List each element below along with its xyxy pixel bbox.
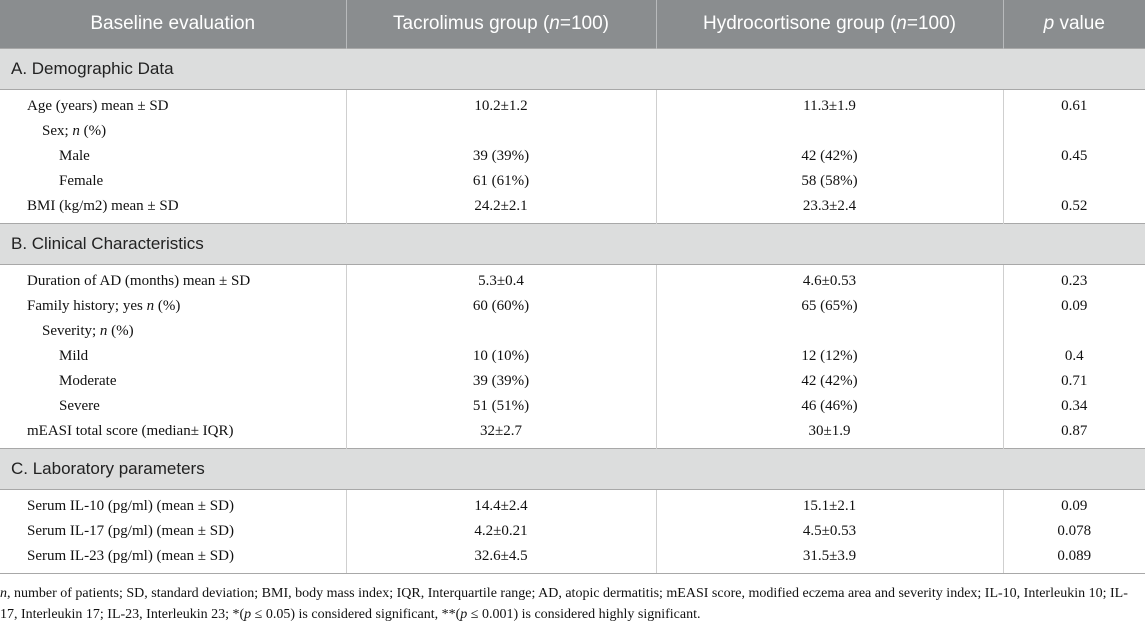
section-demographic: A. Demographic Data	[0, 49, 1145, 90]
header-row	[0, 0, 1145, 49]
table-row-age: Age (years) mean ± SD 10.2±1.2 11.3±1.9 0.61	[0, 90, 1145, 120]
table-row-mild: Mild 10 (10%) 12 (12%) 0.4	[0, 344, 1145, 369]
section-clinical: B. Clinical Characteristics	[0, 224, 1145, 265]
table-row-il10: Serum IL-10 (pg/ml) (mean ± SD) 14.4±2.4 15.1±2.1 0.09	[0, 490, 1145, 520]
table-row-moderate: Moderate 39 (39%) 42 (42%) 0.71	[0, 369, 1145, 394]
table-row-severity: Severity; n (%)	[0, 319, 1145, 344]
table-row-severe: Severe 51 (51%) 46 (46%) 0.34	[0, 394, 1145, 419]
section-laboratory: C. Laboratory parameters	[0, 449, 1145, 490]
table-row-male: Male 39 (39%) 42 (42%) 0.45	[0, 144, 1145, 169]
table-row-measi: mEASI total score (median± IQR) 32±2.7 30±1.9 0.87	[0, 419, 1145, 449]
table-row-family-history: Family history; yes n (%) 60 (60%) 65 (65%) 0.09	[0, 294, 1145, 319]
header-tacrolimus-group: Tacrolimus group (n=100)	[346, 0, 656, 49]
header-p-value: p value	[1003, 0, 1145, 49]
table-row-duration: Duration of AD (months) mean ± SD 5.3±0.4 4.6±0.53 0.23	[0, 265, 1145, 295]
table-row-il23: Serum IL-23 (pg/ml) (mean ± SD) 32.6±4.5 31.5±3.9 0.089	[0, 544, 1145, 574]
header-hydrocortisone-group: Hydrocortisone group (n=100)	[656, 0, 1003, 49]
table-row-female: Female 61 (61%) 58 (58%)	[0, 169, 1145, 194]
table-row-bmi: BMI (kg/m2) mean ± SD 24.2±2.1 23.3±2.4 0.52	[0, 194, 1145, 224]
table-footnote: n, number of patients; SD, standard deviation; BMI, body mass index; IQR, Interquartile range; AD, atopic dermatitis; mEASI score, modified eczema area and severity index; IL-10, Interleukin 10; IL-17, Interleukin 17; IL-23, Interleukin 23; *(p ≤ 0.05) is considered significant, **(p ≤ 0.001) is considered highly significant.	[0, 586, 1128, 622]
table-row-sex: Sex; n (%)	[0, 119, 1145, 144]
header-baseline-evaluation: Baseline evaluation	[0, 0, 346, 49]
table-row-il17: Serum IL-17 (pg/ml) (mean ± SD) 4.2±0.21 4.5±0.53 0.078	[0, 519, 1145, 544]
